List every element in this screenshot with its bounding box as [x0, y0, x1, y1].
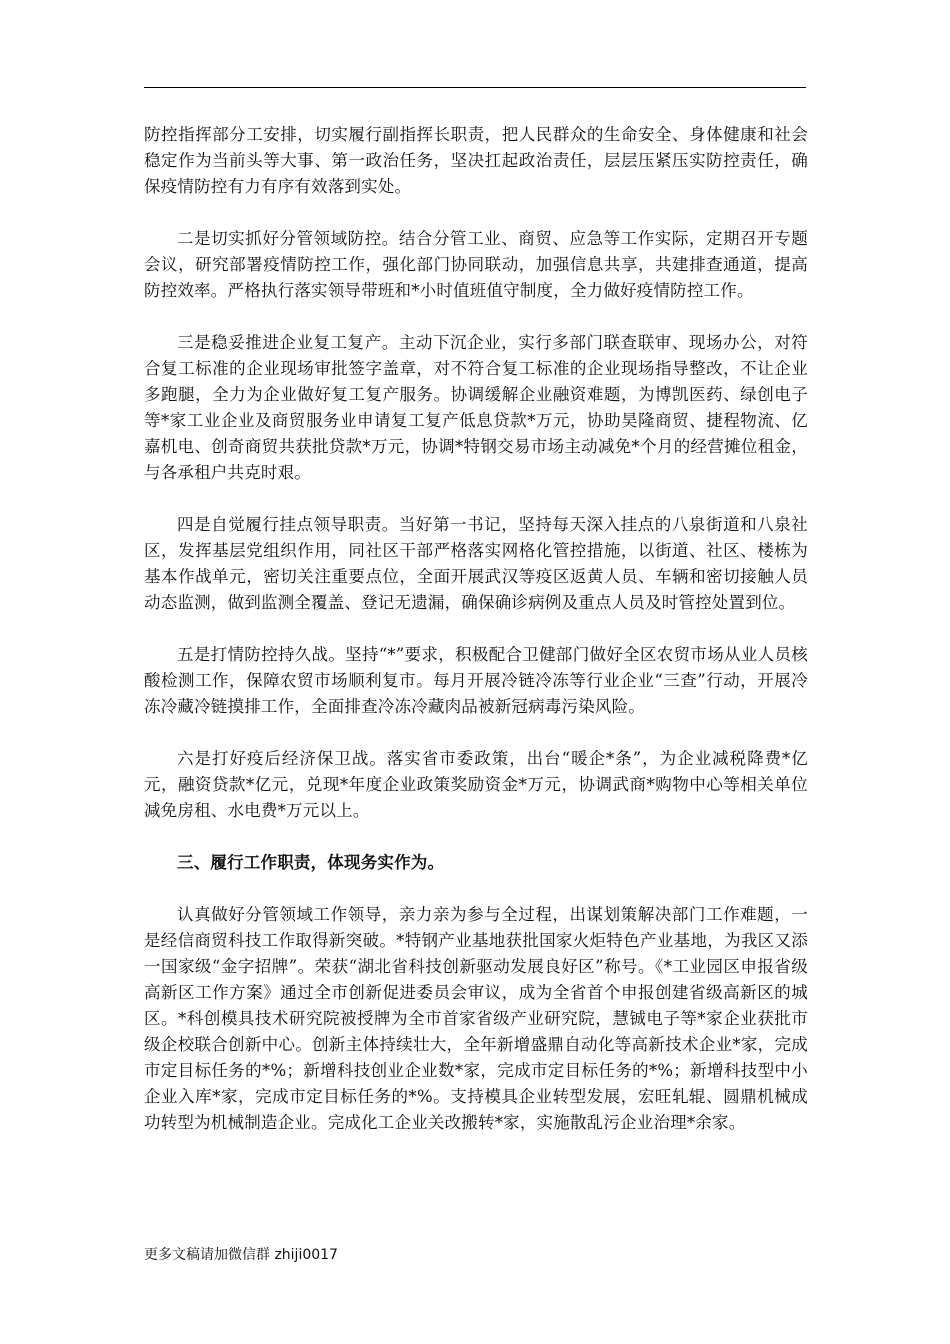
paragraph-item-six: 六是打好疫后经济保卫战。落实省市委政策，出台“暖企*条”，为企业减税降费*亿元，融资贷款*亿元，兑现*年度企业政策奖励资金*万元，协调武商*购物中心等相关单位减免房租、水电费*万元以上。: [144, 749, 808, 820]
document-body: [144, 122, 808, 1136]
section-heading: 三、履行工作职责，体现务实作为。: [177, 853, 445, 872]
header-rule: [144, 87, 806, 88]
paragraph-item-four: 四是自觉履行挂点领导职责。当好第一书记，坚持每天深入挂点的八泉街道和八泉社区，发挥基层党组织作用，同社区干部严格落实网格化管控措施，以街道、社区、楼栋为基本作战单元，密切关注重要点位，全面开展武汉等疫区返黄人员、车辆和密切接触人员动态监测，做到监测全覆盖、登记无遗漏，确保确诊病例及重点人员及时管控处置到位。: [144, 515, 808, 612]
paragraph-item-five: 五是打情防控持久战。坚持“*”要求，积极配合卫健部门做好全区农贸市场从业人员核酸检测工作，保障农贸市场顺利复市。每月开展冷链冷冻等行业企业“三查”行动，开展冷冻冷藏冷链摸排工作，全面排查冷冻冷藏肉品被新冠病毒污染风险。: [144, 645, 808, 716]
paragraph-item-three: 三是稳妥推进企业复工复产。主动下沉企业，实行多部门联查联审、现场办公，对符合复工标准的企业现场审批签字盖章，对不符合复工标准的企业现场指导整改，不让企业多跑腿，全力为企业做好复工复产服务。协调缓解企业融资难题，为博凯医药、绿创电子等*家工业企业及商贸服务业申请复工复产低息贷款*万元，协助昊隆商贸、捷程物流、亿嘉机电、创奇商贸共获批贷款*万元，协调*特钢交易市场主动减免*个月的经营摊位租金，与各承租户共克时艰。: [144, 333, 808, 482]
paragraph-continuation: 防控指挥部分工安排，切实履行副指挥长职责，把人民群众的生命安全、身体健康和社会稳定作为当前头等大事、第一政治任务，坚决扛起政治责任，层层压紧压实防控责任，确保疫情防控有力有序有效落到实处。: [144, 125, 808, 196]
paragraph-item-two: 二是切实抓好分管领域防控。结合分管工业、商贸、应急等工作实际，定期召开专题会议，研究部署疫情防控工作，强化部门协同联动，加强信息共享，共建排查通道，提高防控效率。严格执行落实领导带班和*小时值班值守制度，全力做好疫情防控工作。: [144, 229, 808, 300]
paragraph-section-three-body: 认真做好分管领域工作领导，亲力亲为参与全过程，出谋划策解决部门工作难题，一是经信商贸科技工作取得新突破。*特钢产业基地获批国家火炬特色产业基地，为我区又添一国家级“金字招牌”。荣获“湖北省科技创新驱动发展良好区”称号。《*工业园区申报省级高新区工作方案》通过全市创新促进委员会审议，成为全省首个申报创建省级高新区的城区。*科创模具技术研究院被授牌为全市首家省级产业研究院，慧铖电子等*家企业获批市级企校联合创新中心。创新主体持续壮大，全年新增盛鼎自动化等高新技术企业*家，完成市定目标任务的*%；新增科技创业企业数*家，完成市定目标任务的*%；新增科技型中小企业入库*家，完成市定目标任务的*%。支持模具企业转型发展，宏旺轧辊、圆鼎机械成功转型为机械制造企业。完成化工企业关改搬转*家，实施散乱污企业治理*余家。: [144, 905, 808, 1132]
footer-note: 更多文稿请加微信群 zhiji0017: [144, 1247, 338, 1263]
